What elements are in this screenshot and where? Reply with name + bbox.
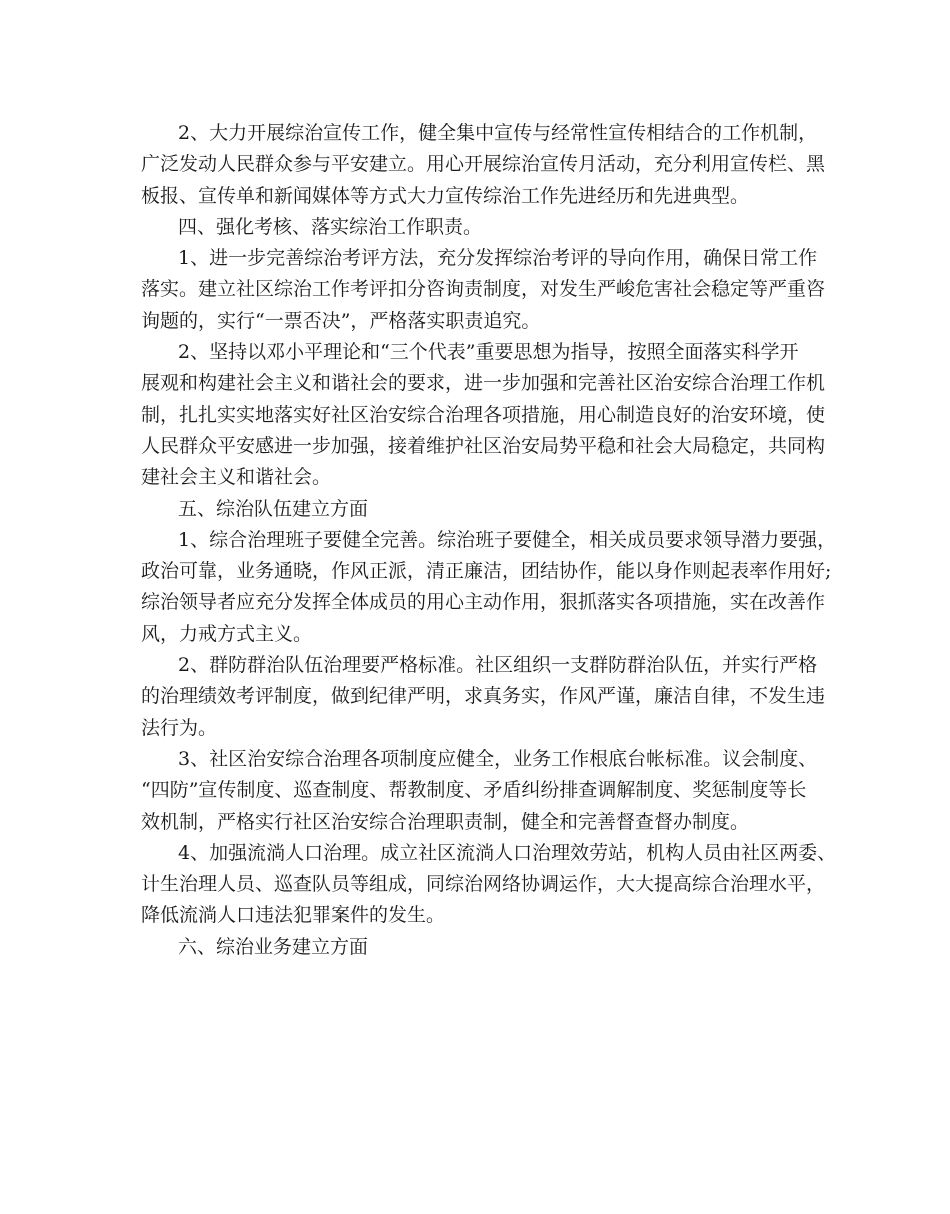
text-line: 2、坚持以邓小平理论和“三个代表”重要思想为指导，按照全面落实科学开 xyxy=(178,341,799,364)
text-line: 政治可靠，业务通晓，作风正派，清正廉洁，团结协作，能以身作则起表率作用好; xyxy=(141,560,832,583)
text-line: 广泛发动人民群众参与平安建立。用心开展综治宣传月活动，充分利用宣传栏、黑 xyxy=(141,153,826,176)
section-heading: 六、综治业务建立方面 xyxy=(178,935,369,958)
text-line: 法行为。 xyxy=(141,716,218,739)
text-line: 建社会主义和谐社会。 xyxy=(141,466,332,489)
section-heading: 五、综治队伍建立方面 xyxy=(178,497,369,520)
text-line: 落实。建立社区综治工作考评扣分咨询责制度，对发生严峻危害社会稳定等严重咨 xyxy=(141,278,826,301)
text-line: 综治领导者应充分发挥全体成员的用心主动作用，狠抓落实各项措施，实在改善作 xyxy=(141,591,826,614)
text-line: 的治理绩效考评制度，做到纪律严明，求真务实，作风严谨，廉洁自律，不发生违 xyxy=(141,685,826,708)
text-line: 效机制，严格实行社区治安综合治理职责制，健全和完善督查督办制度。 xyxy=(141,810,750,833)
section-heading: 四、强化考核、落实综治工作职责。 xyxy=(178,215,483,238)
text-line: “四防”宣传制度、巡查制度、帮教制度、矛盾纠纷排查调解制度、奖惩制度等长 xyxy=(141,779,807,802)
text-line: 展观和构建社会主义和谐社会的要求，进一步加强和完善社区治安综合治理工作机 xyxy=(141,372,826,395)
text-line: 4、加强流淌人口治理。成立社区流淌人口治理效劳站，机构人员由社区两委、 xyxy=(178,841,837,864)
text-line: 2、大力开展综治宣传工作，健全集中宣传与经常性宣传相结合的工作机制， xyxy=(178,122,818,144)
text-line: 板报、宣传单和新闻媒体等方式大力宣传综治工作先进经历和先进典型。 xyxy=(141,184,750,207)
text-line: 降低流淌人口违法犯罪案件的发生。 xyxy=(141,904,446,927)
document-page xyxy=(141,118,837,963)
text-line: 计生治理人员、巡查队员等组成，同综治网络协调运作，大大提高综合治理水平， xyxy=(141,873,826,896)
text-line: 2、群防群治队伍治理要严格标准。社区组织一支群防群治队伍，并实行严格 xyxy=(178,654,818,677)
text-line: 1、进一步完善综治考评方法，充分发挥综治考评的导向作用，确保日常工作 xyxy=(178,247,818,270)
text-line: 制，扎扎实实地落实好社区治安综合治理各项措施，用心制造良好的治安环境，使 xyxy=(141,403,826,426)
text-line: 询题的，实行“一票否决”，严格落实职责追究。 xyxy=(141,309,541,332)
text-line: 1、综合治理班子要健全完善。综治班子要健全，相关成员要求领导潜力要强， xyxy=(178,528,837,551)
text-line: 风，力戒方式主义。 xyxy=(141,622,313,645)
text-line: 人民群众平安感进一步加强，接着维护社区治安局势平稳和社会大局稳定，共同构 xyxy=(141,434,826,457)
text-line: 3、社区治安综合治理各项制度应健全，业务工作根底台帐标准。议会制度、 xyxy=(178,747,818,770)
